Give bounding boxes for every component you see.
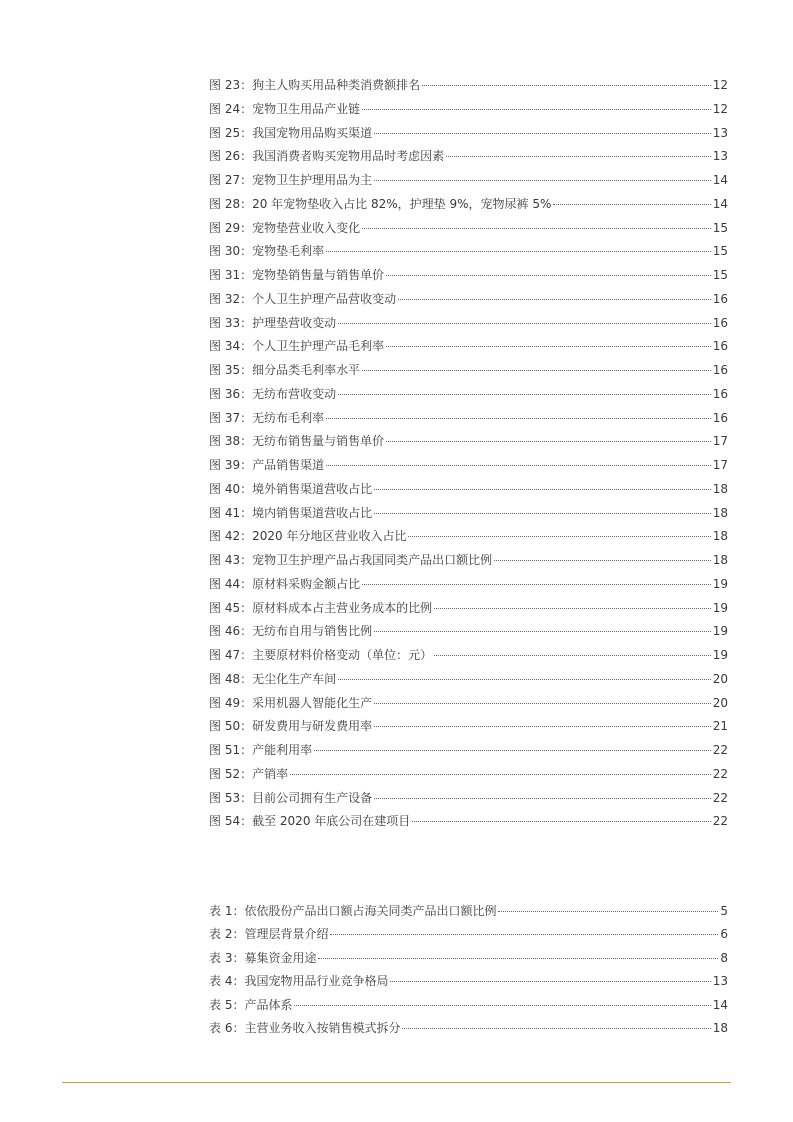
toc-entry-title: 我国宠物用品行业竞争格局 [244, 974, 389, 989]
toc-entry-title: 主营业务收入按销售模式拆分 [244, 1020, 401, 1035]
toc-entry-title: 主要原材料价格变动（单位：元） [252, 648, 433, 662]
figure-toc-entry[interactable] [209, 644, 728, 668]
dot-leader [294, 1005, 710, 1006]
toc-entry-label: 图 50： [209, 719, 253, 734]
toc-entry-label: 表 2： [209, 927, 245, 942]
dot-leader [338, 323, 711, 324]
dot-leader [374, 703, 711, 704]
dot-leader [326, 465, 711, 466]
toc-entry-label: 图 53： [209, 790, 253, 805]
toc-entry-page: 16 [712, 386, 728, 401]
toc-entry-title: 原材料采购金额占比 [252, 576, 361, 591]
toc-entry-label: 表 3： [209, 950, 245, 965]
figure-toc-entry[interactable] [209, 359, 728, 383]
toc-entry-title: 宠物卫生护理产品占我国同类产品出口额比例 [252, 553, 493, 567]
figure-toc-entry[interactable] [209, 549, 728, 573]
toc-entry-title: 宠物垫毛利率 [252, 244, 325, 259]
figure-toc-entry[interactable] [209, 288, 728, 312]
toc-entry-title: 2020 年分地区营业收入占比 [252, 529, 407, 544]
figure-toc-entry[interactable] [209, 502, 728, 526]
toc-entry-label: 图 27： [209, 173, 253, 187]
toc-entry-page: 21 [712, 719, 728, 734]
toc-entry-title: 宠物垫销售量与销售单价 [252, 268, 385, 282]
toc-entry-title: 产品销售渠道 [252, 458, 325, 472]
dot-leader [434, 655, 711, 656]
toc-entry-label: 图 44： [209, 576, 253, 591]
toc-entry-page: 17 [712, 458, 728, 472]
toc-entry-title: 研发费用与研发费用率 [252, 719, 373, 734]
toc-entry-label: 图 35： [209, 363, 253, 377]
toc-entry-label: 图 23： [209, 78, 253, 92]
toc-entry-title: 截至 2020 年底公司在建项目 [252, 814, 411, 829]
figure-toc-entry[interactable] [209, 407, 728, 431]
toc-entry-title: 无纺布营收变动 [252, 386, 337, 401]
figure-toc-entry[interactable] [209, 692, 728, 716]
figure-toc-entry[interactable] [209, 145, 728, 169]
toc-entry-label: 图 41： [209, 505, 253, 520]
figure-toc-entry[interactable] [209, 715, 728, 739]
toc-entry-title: 狗主人购买用品种类消费额排名 [252, 78, 421, 92]
toc-entry-title: 境内销售渠道营收占比 [252, 505, 373, 520]
figure-toc-entry[interactable] [209, 264, 728, 288]
toc-entry-label: 图 37： [209, 410, 253, 425]
dot-leader [412, 821, 710, 822]
dot-leader [290, 774, 711, 775]
toc-entry-page: 12 [712, 78, 728, 92]
toc-entry-page: 14 [712, 196, 728, 211]
toc-entry-page: 5 [720, 904, 728, 918]
dot-leader [374, 180, 711, 181]
table-toc-entry[interactable] [209, 923, 728, 946]
figure-toc-entry[interactable] [209, 240, 728, 264]
toc-entry-title: 个人卫生护理产品营收变动 [252, 291, 397, 306]
figure-toc-entry[interactable] [209, 383, 728, 407]
toc-entry-page: 22 [712, 814, 728, 829]
figure-toc-entry[interactable] [209, 787, 728, 811]
toc-entry-label: 图 42： [209, 529, 253, 544]
figure-toc-entry[interactable] [209, 668, 728, 692]
dot-leader [374, 798, 711, 799]
toc-entry-title: 无纺布销售量与销售单价 [252, 434, 385, 449]
toc-entry-page: 19 [712, 600, 728, 615]
dot-leader [398, 299, 711, 300]
table-toc-entry[interactable] [209, 994, 728, 1017]
toc-entry-page: 6 [720, 927, 728, 942]
figure-toc-entry[interactable] [209, 335, 728, 359]
toc-entry-label: 图 36： [209, 386, 253, 401]
toc-entry-label: 表 5： [209, 997, 245, 1012]
figure-toc-entry[interactable] [209, 98, 728, 122]
toc-entry-page: 16 [712, 339, 728, 354]
toc-entry-title: 宠物垫营业收入变化 [252, 220, 361, 235]
figure-toc-entry[interactable] [209, 312, 728, 336]
figure-toc-entry[interactable] [209, 810, 728, 834]
toc-entry-title: 产品体系 [244, 997, 293, 1012]
toc-entry-title: 无尘化生产车间 [252, 671, 337, 686]
dot-leader [326, 418, 711, 419]
dot-leader [422, 85, 711, 86]
dot-leader [386, 441, 711, 442]
dot-leader [402, 1028, 710, 1029]
toc-entry-label: 图 52： [209, 766, 253, 781]
toc-entry-title: 募集资金用途 [244, 950, 317, 965]
dot-leader [374, 513, 711, 514]
figure-toc-entry[interactable] [209, 169, 728, 193]
toc-entry-title: 境外销售渠道营收占比 [252, 481, 373, 496]
dot-leader [374, 726, 711, 727]
toc-entry-label: 图 31： [209, 268, 253, 282]
toc-entry-page: 18 [712, 529, 728, 544]
toc-entry-page: 17 [712, 434, 728, 449]
toc-entry-label: 图 33： [209, 315, 253, 330]
toc-entry-label: 图 51： [209, 743, 253, 757]
figure-toc-entry[interactable] [209, 74, 728, 98]
figure-toc-entry[interactable] [209, 597, 728, 621]
figure-toc-entry[interactable] [209, 430, 728, 454]
toc-entry-title: 无纺布自用与销售比例 [252, 624, 373, 639]
toc-entry-label: 图 30： [209, 244, 253, 259]
toc-entry-title: 产能利用率 [252, 743, 313, 757]
table-toc-entry[interactable] [209, 900, 728, 923]
toc-entry-title: 个人卫生护理产品毛利率 [252, 339, 385, 354]
toc-entry-page: 12 [712, 101, 728, 116]
toc-entry-page: 22 [712, 790, 728, 805]
toc-entry-label: 表 1： [209, 904, 245, 918]
toc-entry-label: 图 28： [209, 196, 253, 211]
toc-entry-title: 目前公司拥有生产设备 [252, 790, 373, 805]
toc-entry-page: 20 [712, 695, 728, 710]
toc-entry-label: 图 49： [209, 695, 253, 710]
dot-leader [314, 750, 711, 751]
toc-entry-page: 13 [712, 974, 728, 989]
toc-entry-label: 图 45： [209, 600, 253, 615]
dot-leader [326, 251, 711, 252]
toc-entry-page: 18 [712, 481, 728, 496]
footer-divider [62, 1082, 731, 1083]
toc-entry-title: 护理垫营收变动 [252, 315, 337, 330]
toc-entry-page: 20 [712, 671, 728, 686]
dot-leader [338, 394, 711, 395]
figure-toc-entry[interactable] [209, 525, 728, 549]
toc-entry-title: 宠物卫生护理用品为主 [252, 173, 373, 187]
dot-leader [553, 204, 710, 205]
dot-leader [362, 228, 711, 229]
toc-entry-page: 15 [712, 220, 728, 235]
toc-entry-title: 宠物卫生用品产业链 [252, 101, 361, 116]
toc-entry-title: 20 年宠物垫收入占比 82%，护理垫 9%，宠物尿裤 5% [252, 196, 552, 211]
figure-toc-entry[interactable] [209, 620, 728, 644]
table-toc-entry[interactable] [209, 970, 728, 993]
toc-entry-label: 表 6： [209, 1020, 245, 1035]
toc-entry-label: 图 25： [209, 125, 253, 140]
toc-entry-label: 图 54： [209, 814, 253, 829]
toc-entry-page: 22 [712, 766, 728, 781]
toc-entry-label: 图 48： [209, 671, 253, 686]
toc-entry-page: 16 [712, 315, 728, 330]
toc-entry-label: 图 43： [209, 553, 253, 567]
figure-toc-entry[interactable] [209, 217, 728, 241]
dot-leader [386, 275, 711, 276]
toc-entry-label: 图 40： [209, 481, 253, 496]
toc-entry-label: 图 32： [209, 291, 253, 306]
figure-toc-entry[interactable] [209, 739, 728, 763]
toc-entry-page: 18 [712, 553, 728, 567]
toc-entry-page: 13 [712, 125, 728, 140]
toc-entry-label: 表 4： [209, 974, 245, 989]
toc-entry-page: 15 [712, 244, 728, 259]
toc-entry-page: 13 [712, 149, 728, 164]
toc-entry-page: 16 [712, 291, 728, 306]
toc-entry-title: 无纺布毛利率 [252, 410, 325, 425]
figure-toc-entry[interactable] [209, 573, 728, 597]
figure-toc-entry[interactable] [209, 454, 728, 478]
dot-leader [446, 156, 711, 157]
dot-leader [498, 911, 718, 912]
toc-entry-page: 16 [712, 410, 728, 425]
toc-entry-label: 图 38： [209, 434, 253, 449]
toc-entry-page: 19 [712, 624, 728, 639]
table-toc-entry[interactable] [209, 1017, 728, 1040]
toc-entry-label: 图 39： [209, 458, 253, 472]
figure-toc-entry[interactable] [209, 478, 728, 502]
dot-leader [494, 560, 711, 561]
toc-entry-title: 细分品类毛利率水平 [252, 363, 361, 377]
toc-entry-label: 图 26： [209, 149, 253, 164]
figure-toc-entry[interactable] [209, 122, 728, 146]
dot-leader [330, 934, 718, 935]
dot-leader [390, 981, 710, 982]
toc-entry-label: 图 24： [209, 101, 253, 116]
toc-entry-page: 14 [712, 997, 728, 1012]
toc-entry-label: 图 29： [209, 220, 253, 235]
toc-entry-page: 22 [712, 743, 728, 757]
dot-leader [362, 370, 711, 371]
toc-entry-title: 依依股份产品出口额占海关同类产品出口额比例 [244, 904, 497, 918]
dot-leader [374, 489, 711, 490]
toc-entry-label: 图 46： [209, 624, 253, 639]
toc-entry-page: 15 [712, 268, 728, 282]
dot-leader [408, 536, 710, 537]
dot-leader [374, 133, 711, 134]
toc-entry-title: 我国宠物用品购买渠道 [252, 125, 373, 140]
toc-entry-title: 我国消费者购买宠物用品时考虑因素 [252, 149, 445, 164]
toc-entry-page: 16 [712, 363, 728, 377]
dot-leader [374, 631, 711, 632]
dot-leader [362, 584, 711, 585]
toc-entry-title: 管理层背景介绍 [244, 927, 329, 942]
toc-entry-title: 产销率 [252, 766, 289, 781]
table-toc-list [209, 900, 728, 1040]
table-toc-entry[interactable] [209, 947, 728, 970]
figure-toc-entry[interactable] [209, 763, 728, 787]
dot-leader [338, 679, 711, 680]
dot-leader [362, 109, 711, 110]
toc-entry-page: 19 [712, 648, 728, 662]
toc-entry-page: 19 [712, 576, 728, 591]
toc-entry-page: 18 [712, 1020, 728, 1035]
toc-entry-label: 图 47： [209, 648, 253, 662]
toc-entry-page: 8 [720, 950, 728, 965]
figure-toc-list [209, 74, 728, 834]
dot-leader [386, 346, 711, 347]
toc-entry-page: 18 [712, 505, 728, 520]
toc-entry-page: 14 [712, 173, 728, 187]
toc-entry-label: 图 34： [209, 339, 253, 354]
toc-entry-title: 原材料成本占主营业务成本的比例 [252, 600, 433, 615]
toc-entry-title: 采用机器人智能化生产 [252, 695, 373, 710]
figure-toc-entry[interactable] [209, 193, 728, 217]
dot-leader [434, 608, 711, 609]
dot-leader [318, 958, 718, 959]
